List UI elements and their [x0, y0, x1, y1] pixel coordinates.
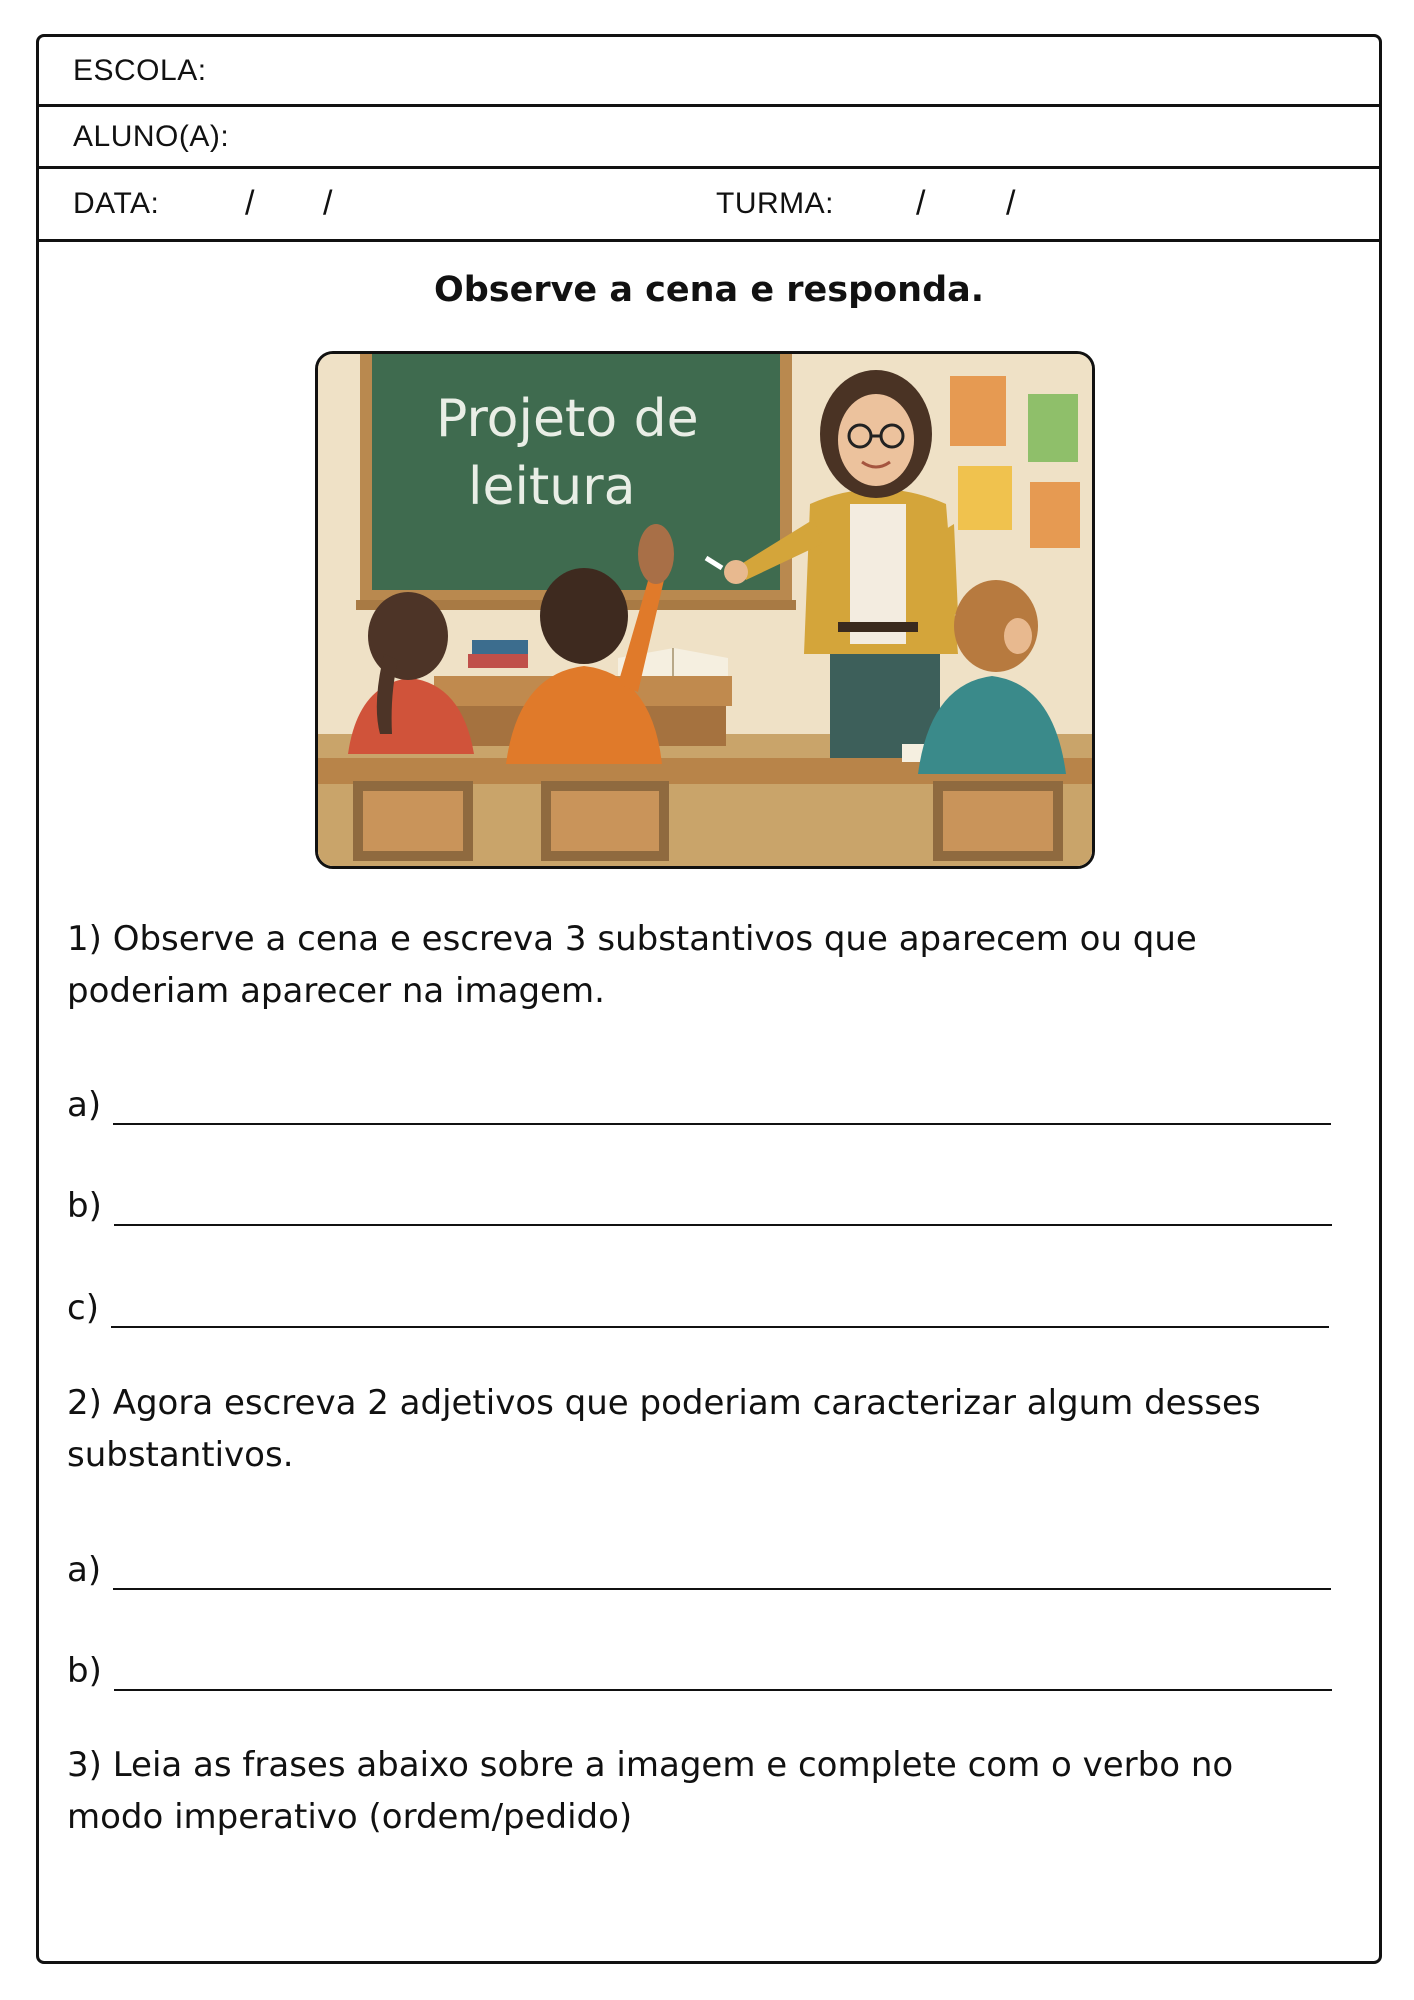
wall-paper-green [1028, 394, 1078, 462]
worksheet-frame [36, 34, 1382, 1964]
question-2-line1: 2) Agora escreva 2 adjetivos que poderiam caracterizar algum desses [67, 1383, 1261, 1423]
answer-label: a) [67, 1550, 102, 1590]
question-2 [67, 1377, 1337, 1481]
answer-line-2a[interactable] [67, 1544, 1331, 1590]
school-label: ESCOLA: [73, 53, 207, 87]
answer-blank[interactable] [114, 1653, 1332, 1691]
book-stack [468, 654, 528, 668]
class-label: TURMA: [716, 187, 834, 220]
answer-blank[interactable] [111, 1290, 1329, 1328]
answer-label: c) [67, 1288, 99, 1328]
blackboard-text-line1: Projeto de [436, 389, 699, 449]
wall-paper-orange [950, 376, 1006, 446]
answer-blank[interactable] [113, 1087, 1331, 1125]
wall-paper-orange [1030, 482, 1080, 548]
question-3-line1: 3) Leia as frases abaixo sobre a imagem e complete com o verbo no [67, 1745, 1234, 1785]
answer-label: a) [67, 1085, 102, 1125]
classroom-illustration [315, 351, 1095, 869]
answer-blank[interactable] [114, 1188, 1332, 1226]
question-1-line2: poderiam aparecer na imagem. [67, 971, 605, 1011]
date-class-row [39, 169, 1379, 242]
school-row [39, 37, 1379, 107]
class-slash: / [916, 184, 926, 223]
date-slash: / [245, 184, 255, 223]
wall-paper-yellow [958, 466, 1012, 530]
date-label: DATA: [73, 187, 160, 220]
question-3 [67, 1739, 1337, 1843]
answer-blank[interactable] [113, 1552, 1331, 1590]
student-row [39, 107, 1379, 169]
question-1 [67, 913, 1337, 1017]
answer-line-1c[interactable] [67, 1282, 1329, 1328]
question-1-line1: 1) Observe a cena e escreva 3 substantivos que aparecem ou que [67, 919, 1197, 959]
date-slash: / [323, 184, 333, 223]
student-label: ALUNO(A): [73, 119, 230, 153]
answer-line-1b[interactable] [67, 1180, 1332, 1226]
answer-label: b) [67, 1186, 102, 1226]
question-3-line2: modo imperativo (ordem/pedido) [67, 1797, 633, 1837]
question-2-line2: substantivos. [67, 1435, 294, 1475]
class-slash: / [1006, 184, 1016, 223]
answer-line-1a[interactable] [67, 1079, 1331, 1125]
answer-line-2b[interactable] [67, 1645, 1332, 1691]
blackboard-text-line2: leitura [468, 457, 636, 517]
answer-label: b) [67, 1651, 102, 1691]
instruction-heading: Observe a cena e responda. [433, 270, 985, 310]
